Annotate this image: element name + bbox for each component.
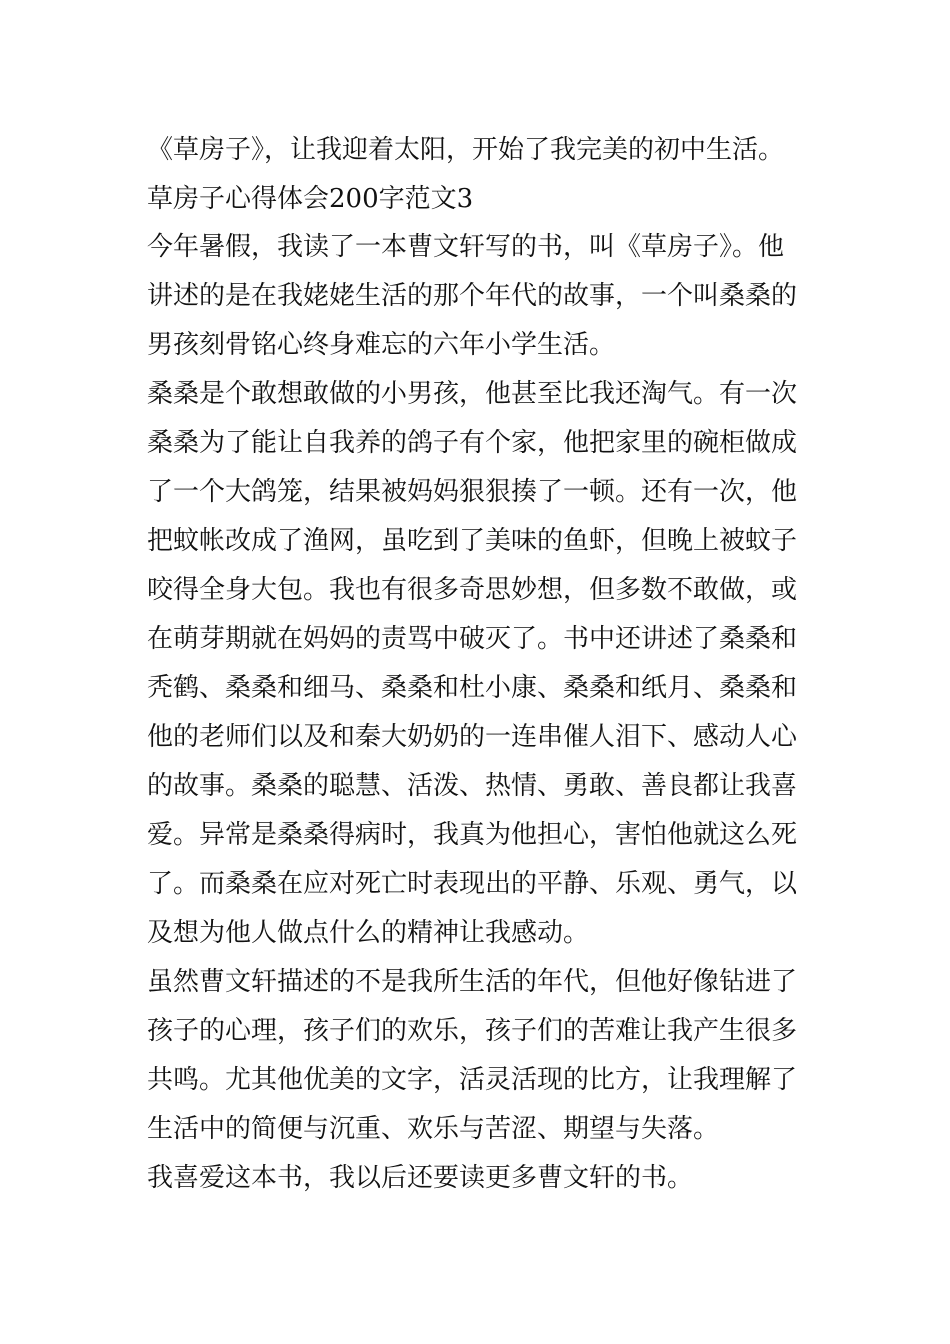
text-line: 的故事。桑桑的聪慧、活泼、热情、勇敢、善良都让我喜 <box>147 771 798 801</box>
text-line: 今年暑假，我读了一本曹文轩写的书，叫《草房子》。他 <box>147 232 785 262</box>
text-line: 了一个大鸽笼，结果被妈妈狠狠揍了一顿。还有一次，他 <box>147 477 798 507</box>
text-line: 他的老师们以及和秦大奶奶的一连串催人泪下、感动人心 <box>147 722 798 752</box>
section-heading: 草房子心得体会200字范文3 <box>147 184 474 214</box>
text-line: 男孩刻骨铭心终身难忘的六年小学生活。 <box>147 330 616 360</box>
text-line: 我喜爱这本书，我以后还要读更多曹文轩的书。 <box>147 1163 694 1193</box>
text-line: 把蚊帐改成了渔网，虽吃到了美味的鱼虾，但晚上被蚊子 <box>147 526 798 556</box>
text-line: 了。而桑桑在应对死亡时表现出的平静、乐观、勇气，以 <box>147 869 798 899</box>
text-line: 及想为他人做点什么的精神让我感动。 <box>147 918 590 948</box>
text-line: 桑桑是个敢想敢做的小男孩，他甚至比我还淘气。有一次 <box>147 379 798 409</box>
text-line: 讲述的是在我姥姥生活的那个年代的故事，一个叫桑桑的 <box>147 281 798 311</box>
text-line: 在萌芽期就在妈妈的责骂中破灭了。书中还讲述了桑桑和 <box>147 624 798 654</box>
text-line: 孩子的心理，孩子们的欢乐，孩子们的苦难让我产生很多 <box>147 1016 798 1046</box>
text-line: 桑桑为了能让自我养的鸽子有个家，他把家里的碗柜做成 <box>147 428 798 458</box>
document-body <box>147 126 811 1203</box>
text-line: 爱。异常是桑桑得病时，我真为他担心，害怕他就这么死 <box>147 820 798 850</box>
text-line: 秃鹤、桑桑和细马、桑桑和杜小康、桑桑和纸月、桑桑和 <box>147 673 798 703</box>
text-line: 咬得全身大包。我也有很多奇思妙想，但多数不敢做，或 <box>147 575 798 605</box>
text-line: 《草房子》，让我迎着太阳，开始了我完美的初中生活。 <box>147 135 785 165</box>
text-line: 共鸣。尤其他优美的文字，活灵活现的比方，让我理解了 <box>147 1065 798 1095</box>
text-line: 虽然曹文轩描述的不是我所生活的年代，但他好像钻进了 <box>147 967 798 997</box>
text-line: 生活中的简便与沉重、欢乐与苦涩、期望与失落。 <box>147 1114 720 1144</box>
